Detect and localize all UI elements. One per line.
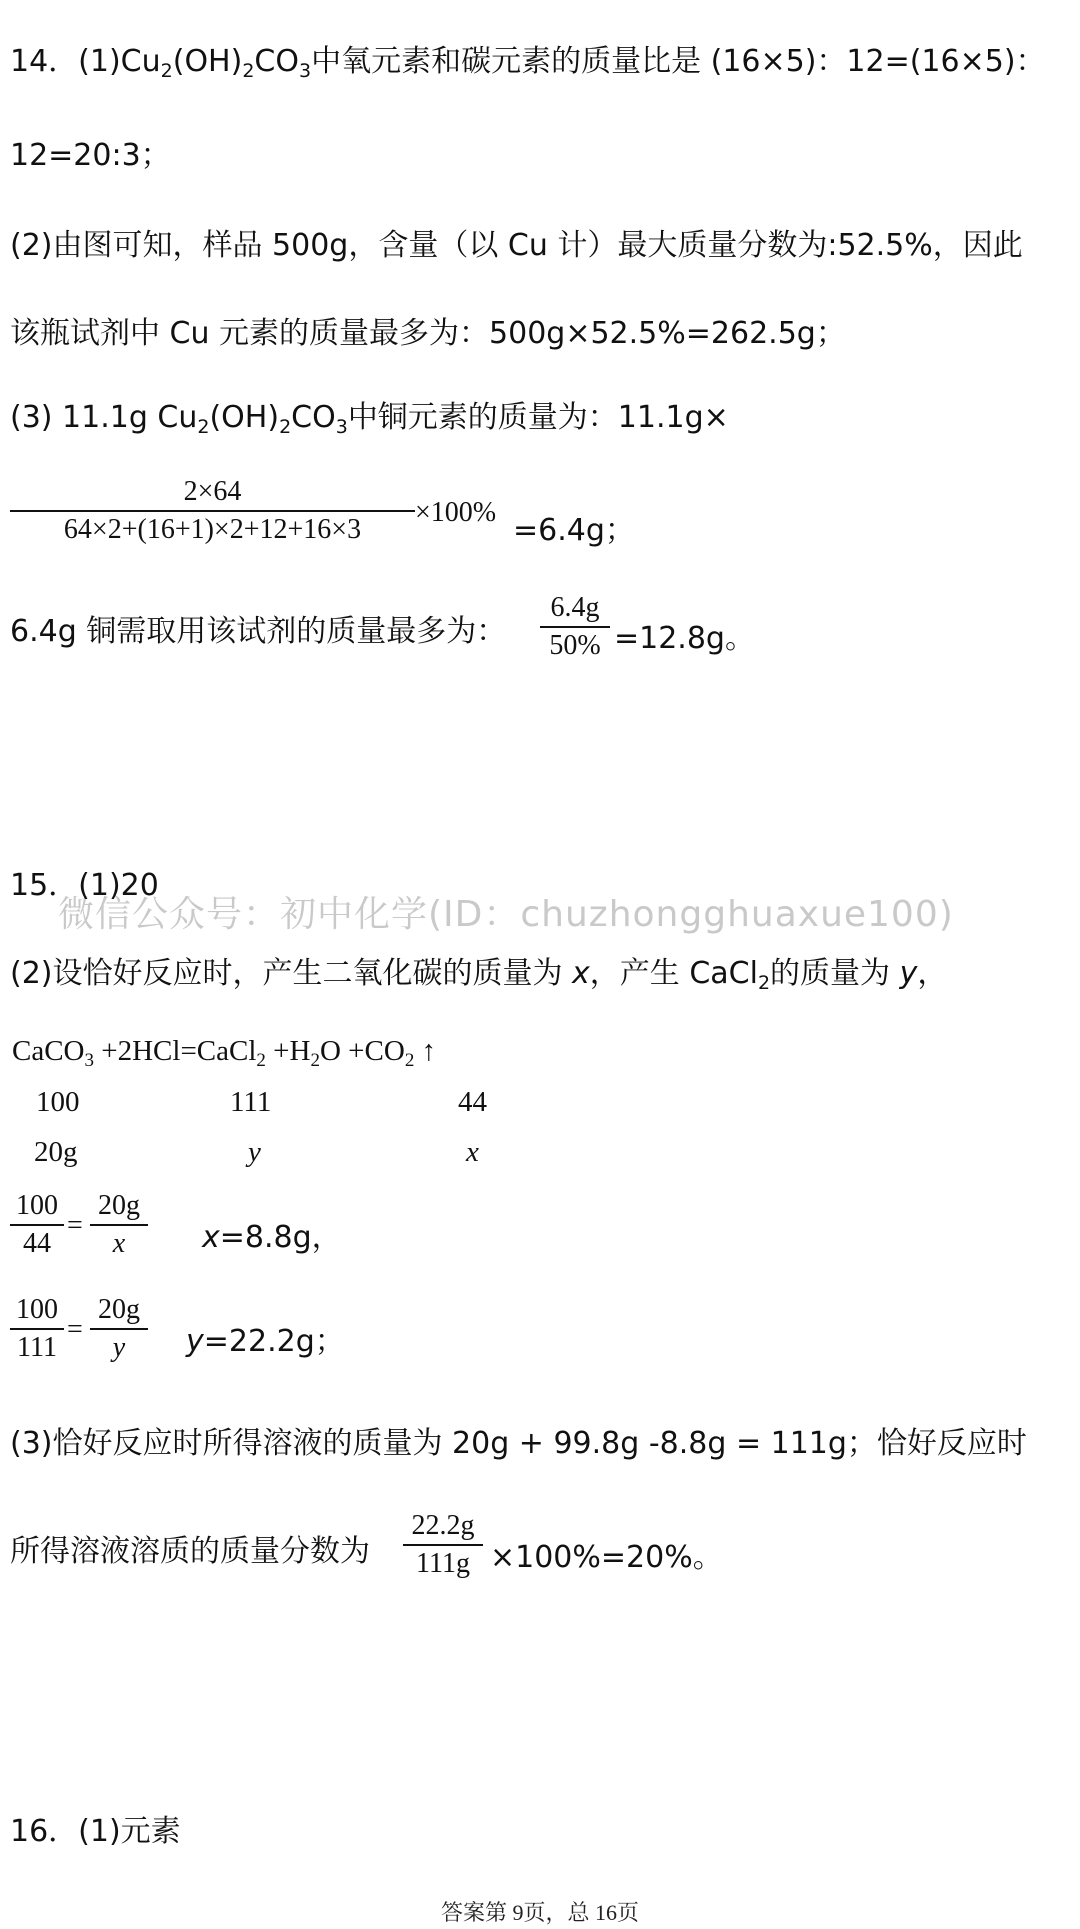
fraction-bar — [10, 1328, 64, 1330]
solute-mass-fraction — [403, 1510, 483, 1580]
subscript: 2 — [197, 416, 210, 438]
fraction-denominator: 111g — [416, 1548, 470, 1579]
text: CO — [254, 44, 299, 79]
fraction-numerator: 6.4g — [550, 592, 600, 623]
text: 14．(1)Cu — [10, 44, 161, 79]
fraction-denominator: x — [112, 1228, 126, 1259]
ratio-2-right — [90, 1294, 148, 1364]
ratio-2-equals: = — [67, 1314, 83, 1345]
text: =8.8g， — [219, 1220, 342, 1255]
fraction-bar — [403, 1544, 483, 1546]
text: O +CO — [319, 1035, 405, 1067]
ratio-2-solution — [186, 1316, 345, 1360]
molar-mass-cacl2: 111 — [230, 1086, 272, 1118]
fraction-denominator: 50% — [549, 630, 601, 661]
fraction-numerator: 100 — [16, 1190, 58, 1221]
subscript: 2 — [279, 416, 292, 438]
subscript: 2 — [757, 972, 771, 994]
reagent-mass-fraction — [540, 592, 610, 662]
variable-x: x — [202, 1220, 220, 1255]
text: CaCO — [12, 1035, 85, 1067]
fraction-denominator: 64×2+(16+1)×2+12+16×3 — [63, 514, 362, 545]
q14-line-3: (2)由图可知，样品 500g，含量（以 Cu 计）最大质量分数为:52.5%，因此 — [10, 228, 1023, 263]
q14-line-1 — [10, 42, 1046, 82]
q15-line-4: 所得溶液溶质的质量分数为 — [10, 1534, 370, 1569]
watermark: 微信公众号：初中化学(ID：chuzhongghuaxue100) — [58, 894, 954, 935]
q16-line-1: 16．(1)元素 — [10, 1814, 181, 1849]
fraction-numerator: 20g — [98, 1190, 140, 1221]
fraction-bar — [540, 626, 610, 628]
molar-mass-co2: 44 — [458, 1086, 487, 1118]
fraction-denominator: y — [112, 1332, 126, 1363]
text: +H — [265, 1035, 311, 1067]
ratio-1-right — [90, 1190, 148, 1260]
variable-x: x — [572, 956, 590, 991]
text: (3) 11.1g Cu — [10, 400, 198, 435]
mass-cacl2: y — [248, 1136, 261, 1168]
q14-line-7: 6.4g 铜需取用该试剂的质量最多为： — [10, 614, 507, 649]
fraction-numerator: 22.2g — [411, 1510, 475, 1541]
copper-mass-fraction — [10, 476, 415, 546]
q14-line-5 — [10, 398, 729, 438]
text: (OH) — [172, 44, 243, 79]
ratio-1-equals: = — [67, 1210, 83, 1241]
ratio-2-left — [10, 1294, 64, 1364]
percent-multiplier: ×100% — [415, 497, 497, 528]
fraction-bar — [90, 1224, 148, 1226]
fraction-numerator: 100 — [16, 1294, 58, 1325]
mass-co2: x — [466, 1136, 479, 1168]
subscript: 2 — [242, 60, 255, 82]
page-footer: 答案第 9页，总 16页 — [440, 1900, 639, 1925]
subscript: 2 — [310, 1050, 320, 1071]
fraction-bar — [10, 510, 415, 512]
text: (2)设恰好反应时，产生二氧化碳的质量为 — [10, 956, 573, 991]
text: 中铜元素的质量为：11.1g× — [347, 400, 729, 435]
solute-fraction-result: ×100%=20%。 — [490, 1540, 723, 1575]
ratio-1-solution — [202, 1212, 342, 1256]
subscript: 3 — [84, 1050, 94, 1071]
copper-mass-result: =6.4g； — [513, 513, 635, 548]
variable-y: y — [186, 1324, 204, 1359]
subscript: 3 — [298, 60, 312, 82]
q14-line-4: 该瓶试剂中 Cu 元素的质量最多为：500g×52.5%=262.5g； — [10, 316, 846, 351]
text: =22.2g； — [203, 1324, 345, 1359]
fraction-numerator: 20g — [98, 1294, 140, 1325]
q14-line-2: 12=20:3； — [10, 138, 171, 173]
subscript: 2 — [404, 1050, 415, 1071]
text: ，产生 CaCl — [589, 956, 758, 991]
text: 中氧元素和碳元素的质量比是 (16×5)：12=(16×5)： — [311, 44, 1046, 79]
subscript: 2 — [160, 60, 173, 82]
mass-caco3: 20g — [34, 1136, 78, 1168]
molar-mass-caco3: 100 — [36, 1086, 80, 1118]
q15-line-2 — [10, 954, 947, 994]
reagent-mass-result: =12.8g。 — [614, 621, 755, 656]
text: CO — [291, 400, 336, 435]
text: ↑ — [414, 1035, 437, 1067]
subscript: 2 — [256, 1050, 266, 1071]
fraction-denominator: 111 — [17, 1332, 57, 1363]
subscript: 3 — [335, 416, 348, 438]
fraction-bar — [90, 1328, 148, 1330]
variable-y: y — [899, 956, 918, 991]
ratio-1-left — [10, 1190, 64, 1260]
text: (OH) — [209, 400, 280, 435]
chemical-equation — [12, 1035, 437, 1071]
q15-line-1: 15．(1)20 — [10, 868, 159, 903]
text: ， — [917, 956, 948, 991]
fraction-numerator: 2×64 — [183, 476, 242, 507]
text: 的质量为 — [770, 956, 900, 991]
fraction-bar — [10, 1224, 64, 1226]
fraction-denominator: 44 — [23, 1228, 51, 1259]
q15-line-3: (3)恰好反应时所得溶液的质量为 20g + 99.8g -8.8g = 111g；恰好反应时 — [10, 1426, 1027, 1461]
text: +2HCl=CaCl — [94, 1035, 257, 1067]
